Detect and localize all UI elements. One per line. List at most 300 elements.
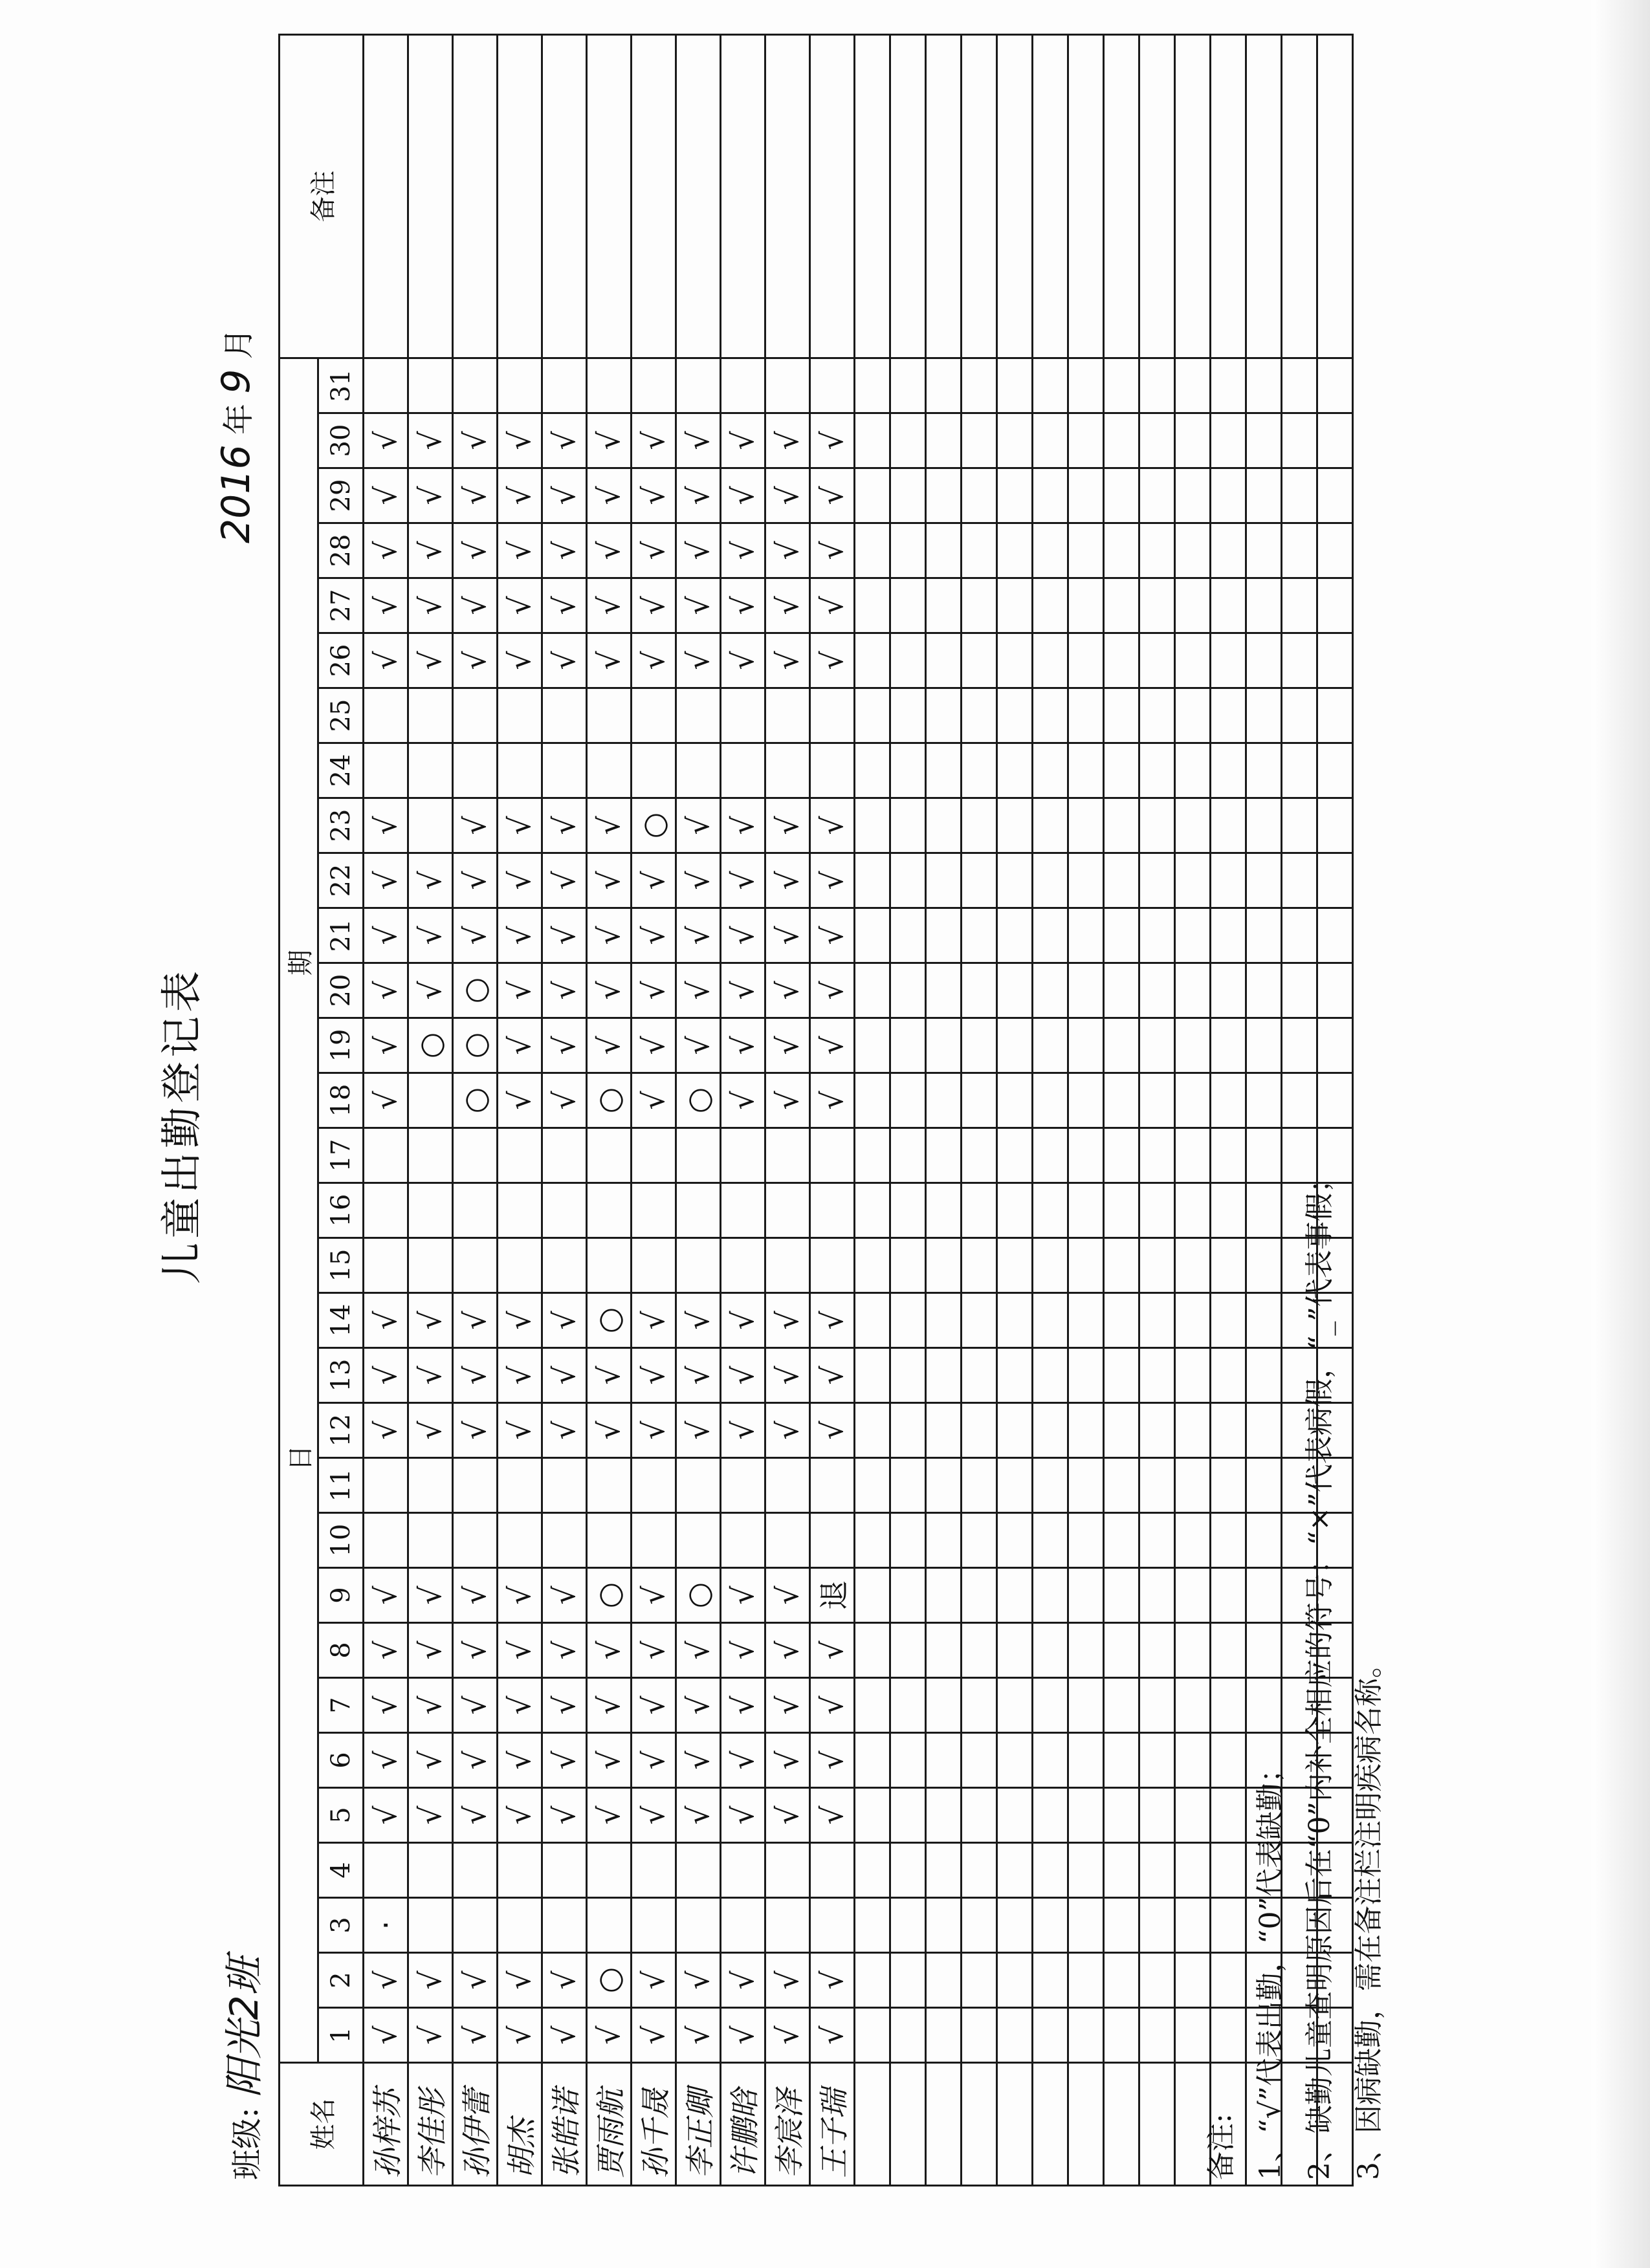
attendance-mark: √: [765, 523, 810, 578]
empty-cell: [890, 578, 926, 633]
empty-cell: [890, 1623, 926, 1678]
attendance-mark: √: [542, 413, 587, 468]
empty-cell: [1068, 1018, 1104, 1073]
empty-cell: [1139, 523, 1175, 578]
student-row: [632, 35, 676, 2186]
empty-cell: [1211, 358, 1246, 413]
empty-cell: [1175, 633, 1211, 688]
attendance-mark: √: [721, 633, 765, 688]
remark-cell: [676, 35, 721, 358]
day-header: 28: [318, 523, 364, 578]
empty-cell: [997, 1678, 1033, 1733]
empty-cell: [926, 1348, 962, 1403]
empty-cell: [855, 688, 890, 743]
empty-cell: [1317, 1073, 1353, 1128]
remark-cell: [765, 35, 810, 358]
empty-cell: [1211, 523, 1246, 578]
class-line: [214, 1956, 269, 2180]
attendance-mark: [810, 1183, 855, 1238]
attendance-mark: [408, 358, 453, 413]
empty-cell: [926, 1733, 962, 1788]
student-row: [765, 35, 810, 2186]
empty-cell: [997, 1183, 1033, 1238]
empty-cell: [1033, 1293, 1068, 1348]
empty-cell: [1139, 1513, 1175, 1568]
attendance-mark: √: [765, 908, 810, 963]
empty-cell: [926, 523, 962, 578]
empty-cell: [926, 2008, 962, 2063]
empty-cell: [997, 1898, 1033, 1953]
empty-cell: [1104, 1348, 1139, 1403]
empty-cell: [1246, 413, 1282, 468]
empty-cell: [962, 413, 997, 468]
remark-cell: [364, 35, 408, 358]
empty-cell: [926, 1623, 962, 1678]
empty-cell: [1104, 1788, 1139, 1843]
empty-cell: [1317, 358, 1353, 413]
attendance-mark: [542, 688, 587, 743]
attendance-mark: [810, 1128, 855, 1183]
day-header: 18: [318, 1073, 364, 1128]
attendance-mark: [542, 1128, 587, 1183]
attendance-mark: √: [453, 1568, 498, 1623]
empty-cell: [997, 963, 1033, 1018]
empty-cell: [1282, 853, 1317, 908]
attendance-mark: [632, 688, 676, 743]
empty-cell: [962, 1128, 997, 1183]
empty-cell: [855, 413, 890, 468]
empty-cell: [1317, 523, 1353, 578]
attendance-mark: [721, 1128, 765, 1183]
attendance-mark: [765, 743, 810, 798]
empty-cell: [1139, 1018, 1175, 1073]
attendance-mark: √: [498, 1018, 542, 1073]
empty-cell: [1139, 1458, 1175, 1513]
empty-cell: [1317, 963, 1353, 1018]
empty-cell: [1033, 1898, 1068, 1953]
empty-cell: [1139, 1348, 1175, 1403]
empty-cell: [997, 1128, 1033, 1183]
empty-cell: [890, 1568, 926, 1623]
empty-cell: [1317, 743, 1353, 798]
empty-cell: [1246, 358, 1282, 413]
empty-cell: [855, 2008, 890, 2063]
empty-cell: [1033, 358, 1068, 413]
year-label: 年: [221, 404, 257, 435]
attendance-mark: √: [587, 963, 632, 1018]
empty-cell: [1033, 2063, 1068, 2186]
empty-cell: [962, 1678, 997, 1733]
attendance-mark: √: [587, 853, 632, 908]
attendance-mark: [765, 688, 810, 743]
empty-cell: [1317, 468, 1353, 523]
attendance-mark: [498, 688, 542, 743]
empty-cell: [1246, 468, 1282, 523]
attendance-mark: [408, 1183, 453, 1238]
empty-cell: [1033, 1568, 1068, 1623]
day-header: 26: [318, 633, 364, 688]
empty-cell: [1282, 798, 1317, 853]
day-header: 4: [318, 1843, 364, 1898]
attendance-mark: [632, 743, 676, 798]
empty-cell: [1068, 1623, 1104, 1678]
empty-cell: [1068, 1513, 1104, 1568]
attendance-mark: √: [587, 523, 632, 578]
attendance-mark: √: [364, 578, 408, 633]
attendance-mark: √: [721, 1733, 765, 1788]
attendance-mark: √: [587, 908, 632, 963]
attendance-mark: √: [542, 1678, 587, 1733]
attendance-mark: √: [765, 578, 810, 633]
remark-cell: [721, 35, 765, 358]
attendance-mark: √: [364, 523, 408, 578]
attendance-mark: √: [765, 798, 810, 853]
notes-label: 备注:: [1205, 2113, 1238, 2180]
attendance-mark: √: [721, 578, 765, 633]
attendance-mark: [676, 1898, 721, 1953]
attendance-mark: [765, 1513, 810, 1568]
empty-cell: [1282, 413, 1317, 468]
attendance-mark: √: [498, 798, 542, 853]
attendance-mark: √: [364, 1568, 408, 1623]
attendance-mark: [676, 1513, 721, 1568]
empty-cell: [962, 1513, 997, 1568]
empty-cell: [1068, 35, 1104, 358]
attendance-mark: √: [810, 1348, 855, 1403]
student-name: 贾雨航: [587, 2063, 632, 2186]
attendance-mark: √: [810, 1623, 855, 1678]
attendance-mark: √: [408, 1403, 453, 1458]
empty-cell: [997, 743, 1033, 798]
attendance-mark: [632, 1183, 676, 1238]
empty-cell: [1033, 1403, 1068, 1458]
attendance-mark: √: [498, 1733, 542, 1788]
empty-cell: [1139, 1403, 1175, 1458]
day-header: 10: [318, 1513, 364, 1568]
attendance-mark: √: [542, 1403, 587, 1458]
attendance-mark: √: [408, 468, 453, 523]
attendance-mark: √: [765, 963, 810, 1018]
empty-cell: [1104, 1843, 1139, 1898]
empty-cell: [890, 1183, 926, 1238]
empty-cell: [962, 2008, 997, 2063]
attendance-mark: ○: [453, 1073, 498, 1128]
attendance-mark: [408, 1128, 453, 1183]
empty-cell: [1317, 633, 1353, 688]
attendance-mark: [721, 1183, 765, 1238]
empty-cell: [1139, 1843, 1175, 1898]
empty-cell: [1068, 1128, 1104, 1183]
empty-cell: [1068, 578, 1104, 633]
empty-cell: [1317, 1018, 1353, 1073]
empty-cell: [1139, 1128, 1175, 1183]
attendance-mark: √: [364, 1018, 408, 1073]
attendance-mark: [364, 688, 408, 743]
empty-cell: [1104, 1018, 1139, 1073]
attendance-mark: ·: [364, 1898, 408, 1953]
empty-cell: [1033, 633, 1068, 688]
empty-cell: [997, 798, 1033, 853]
empty-cell: [926, 2063, 962, 2186]
empty-cell: [1246, 578, 1282, 633]
attendance-mark: √: [721, 963, 765, 1018]
attendance-mark: √: [587, 578, 632, 633]
attendance-mark: √: [364, 1293, 408, 1348]
empty-cell: [890, 1678, 926, 1733]
empty-cell: [1033, 1513, 1068, 1568]
attendance-mark: √: [542, 798, 587, 853]
empty-cell: [1068, 1898, 1104, 1953]
attendance-mark: √: [408, 1953, 453, 2008]
empty-cell: [1175, 963, 1211, 1018]
empty-cell: [926, 1953, 962, 2008]
remark-cell: [632, 35, 676, 358]
attendance-mark: [765, 1458, 810, 1513]
empty-cell: [1033, 2008, 1068, 2063]
attendance-mark: √: [721, 1788, 765, 1843]
empty-cell: [1175, 413, 1211, 468]
empty-cell: [1068, 468, 1104, 523]
attendance-mark: √: [498, 2008, 542, 2063]
empty-cell: [926, 1293, 962, 1348]
empty-cell: [1139, 1238, 1175, 1293]
attendance-mark: √: [676, 1348, 721, 1403]
attendance-mark: √: [676, 798, 721, 853]
attendance-mark: [453, 1458, 498, 1513]
empty-cell: [1104, 2008, 1139, 2063]
attendance-mark: √: [632, 633, 676, 688]
attendance-mark: √: [765, 2008, 810, 2063]
empty-cell: [997, 35, 1033, 358]
attendance-mark: √: [542, 1348, 587, 1403]
empty-cell: [1282, 523, 1317, 578]
attendance-mark: ○: [587, 1293, 632, 1348]
attendance-mark: ○: [587, 1073, 632, 1128]
date-header-qi: 期: [286, 950, 316, 976]
attendance-mark: √: [453, 468, 498, 523]
attendance-mark: √: [498, 468, 542, 523]
empty-row: [926, 35, 962, 2186]
empty-cell: [855, 35, 890, 358]
attendance-mark: √: [765, 1953, 810, 2008]
remark-cell: [498, 35, 542, 358]
student-row: [542, 35, 587, 2186]
empty-cell: [1104, 1073, 1139, 1128]
empty-cell: [962, 1733, 997, 1788]
empty-cell: [926, 1238, 962, 1293]
attendance-mark: √: [810, 1733, 855, 1788]
month-value: 9: [214, 369, 259, 394]
empty-cell: [890, 1238, 926, 1293]
empty-cell: [1068, 2063, 1104, 2186]
attendance-mark: √: [676, 853, 721, 908]
attendance-mark: [498, 1513, 542, 1568]
empty-cell: [1282, 468, 1317, 523]
attendance-mark: √: [542, 1788, 587, 1843]
empty-cell: [962, 523, 997, 578]
empty-cell: [890, 413, 926, 468]
attendance-mark: √: [765, 413, 810, 468]
empty-cell: [1246, 963, 1282, 1018]
attendance-mark: √: [632, 468, 676, 523]
scan-shadow-edge: [1592, 0, 1650, 2268]
attendance-mark: √: [542, 1623, 587, 1678]
attendance-mark: √: [408, 2008, 453, 2063]
attendance-mark: √: [721, 798, 765, 853]
empty-cell: [855, 1293, 890, 1348]
empty-cell: [1211, 798, 1246, 853]
empty-cell: [1068, 963, 1104, 1018]
attendance-mark: ○: [587, 1953, 632, 2008]
remark-cell: [453, 35, 498, 358]
remark-header: 备注: [280, 35, 364, 358]
attendance-mark: √: [453, 523, 498, 578]
attendance-mark: √: [587, 1623, 632, 1678]
attendance-mark: [364, 1513, 408, 1568]
empty-cell: [1104, 1678, 1139, 1733]
empty-cell: [1104, 963, 1139, 1018]
empty-cell: [1104, 1183, 1139, 1238]
attendance-mark: [453, 1238, 498, 1293]
attendance-mark: √: [587, 1018, 632, 1073]
day-header: 20: [318, 963, 364, 1018]
attendance-mark: √: [721, 1073, 765, 1128]
attendance-mark: √: [721, 1953, 765, 2008]
student-name: 张皓诺: [542, 2063, 587, 2186]
attendance-mark: [765, 1183, 810, 1238]
attendance-mark: [765, 1843, 810, 1898]
empty-cell: [926, 853, 962, 908]
attendance-mark: [810, 358, 855, 413]
empty-cell: [1033, 468, 1068, 523]
empty-cell: [1211, 688, 1246, 743]
empty-cell: [962, 1623, 997, 1678]
attendance-mark: [408, 1898, 453, 1953]
student-name: 李佳彤: [408, 2063, 453, 2186]
attendance-mark: [721, 358, 765, 413]
empty-cell: [962, 633, 997, 688]
note-item-2: 2、缺勤儿童查明原因后在“0”内补全相应的符号：“×”代表病假，“_”代表事假；: [1303, 1164, 1336, 2180]
empty-row: [997, 35, 1033, 2186]
attendance-mark: [364, 1458, 408, 1513]
attendance-mark: √: [408, 578, 453, 633]
empty-cell: [997, 578, 1033, 633]
note-item-1: 1、“√”代表出勤，“0”代表缺勤；: [1254, 1754, 1287, 2180]
attendance-mark: √: [632, 413, 676, 468]
attendance-mark: [587, 1128, 632, 1183]
attendance-mark: √: [632, 1348, 676, 1403]
day-header: 31: [318, 358, 364, 413]
empty-cell: [855, 1458, 890, 1513]
attendance-mark: √: [676, 2008, 721, 2063]
attendance-mark: √: [453, 413, 498, 468]
class-name: 阳光2班: [222, 1956, 267, 2098]
empty-cell: [1246, 1018, 1282, 1073]
month-label: 月: [221, 328, 257, 360]
attendance-mark: [632, 1898, 676, 1953]
attendance-mark: √: [721, 1678, 765, 1733]
empty-cell: [1139, 1788, 1175, 1843]
attendance-mark: √: [453, 578, 498, 633]
day-header: 14: [318, 1293, 364, 1348]
attendance-mark: [498, 1458, 542, 1513]
empty-cell: [1033, 578, 1068, 633]
empty-cell: [1246, 35, 1282, 358]
empty-cell: [997, 468, 1033, 523]
attendance-mark: [810, 688, 855, 743]
attendance-mark: √: [676, 468, 721, 523]
attendance-mark: √: [676, 1678, 721, 1733]
empty-cell: [962, 853, 997, 908]
attendance-mark: ○: [676, 1568, 721, 1623]
attendance-mark: √: [810, 853, 855, 908]
empty-cell: [997, 688, 1033, 743]
empty-cell: [926, 1458, 962, 1513]
empty-cell: [855, 2063, 890, 2186]
day-header: 2: [318, 1953, 364, 2008]
attendance-mark: [453, 1128, 498, 1183]
attendance-mark: √: [765, 1788, 810, 1843]
attendance-mark: √: [408, 523, 453, 578]
empty-cell: [1139, 1623, 1175, 1678]
attendance-mark: √: [453, 1788, 498, 1843]
attendance-mark: [676, 1238, 721, 1293]
attendance-mark: √: [542, 963, 587, 1018]
attendance-mark: √: [810, 633, 855, 688]
attendance-mark: √: [364, 1788, 408, 1843]
day-header: 25: [318, 688, 364, 743]
day-header: 29: [318, 468, 364, 523]
empty-cell: [1139, 1953, 1175, 2008]
empty-cell: [926, 908, 962, 963]
empty-cell: [1246, 1073, 1282, 1128]
empty-cell: [890, 523, 926, 578]
empty-cell: [890, 743, 926, 798]
student-name: 许鹏晗: [721, 2063, 765, 2186]
empty-cell: [1139, 1183, 1175, 1238]
attendance-mark: √: [364, 1073, 408, 1128]
empty-cell: [926, 1788, 962, 1843]
empty-cell: [890, 1293, 926, 1348]
year-value: 2016: [214, 444, 259, 543]
attendance-mark: [542, 358, 587, 413]
attendance-mark: √: [587, 798, 632, 853]
empty-cell: [1139, 688, 1175, 743]
empty-cell: [1033, 1458, 1068, 1513]
empty-cell: [1139, 578, 1175, 633]
attendance-mark: [721, 688, 765, 743]
attendance-mark: [453, 1183, 498, 1238]
empty-cell: [1104, 1953, 1139, 2008]
attendance-mark: [408, 743, 453, 798]
empty-cell: [855, 358, 890, 413]
attendance-mark: √: [810, 413, 855, 468]
day-header: 7: [318, 1678, 364, 1733]
empty-cell: [855, 1733, 890, 1788]
empty-cell: [997, 1788, 1033, 1843]
attendance-mark: √: [408, 853, 453, 908]
attendance-mark: [810, 1513, 855, 1568]
empty-cell: [1317, 853, 1353, 908]
empty-cell: [1139, 468, 1175, 523]
attendance-mark: √: [765, 1568, 810, 1623]
empty-cell: [962, 468, 997, 523]
attendance-mark: [810, 1843, 855, 1898]
empty-cell: [1104, 1458, 1139, 1513]
empty-cell: [890, 35, 926, 358]
attendance-mark: [676, 688, 721, 743]
empty-cell: [962, 2063, 997, 2186]
